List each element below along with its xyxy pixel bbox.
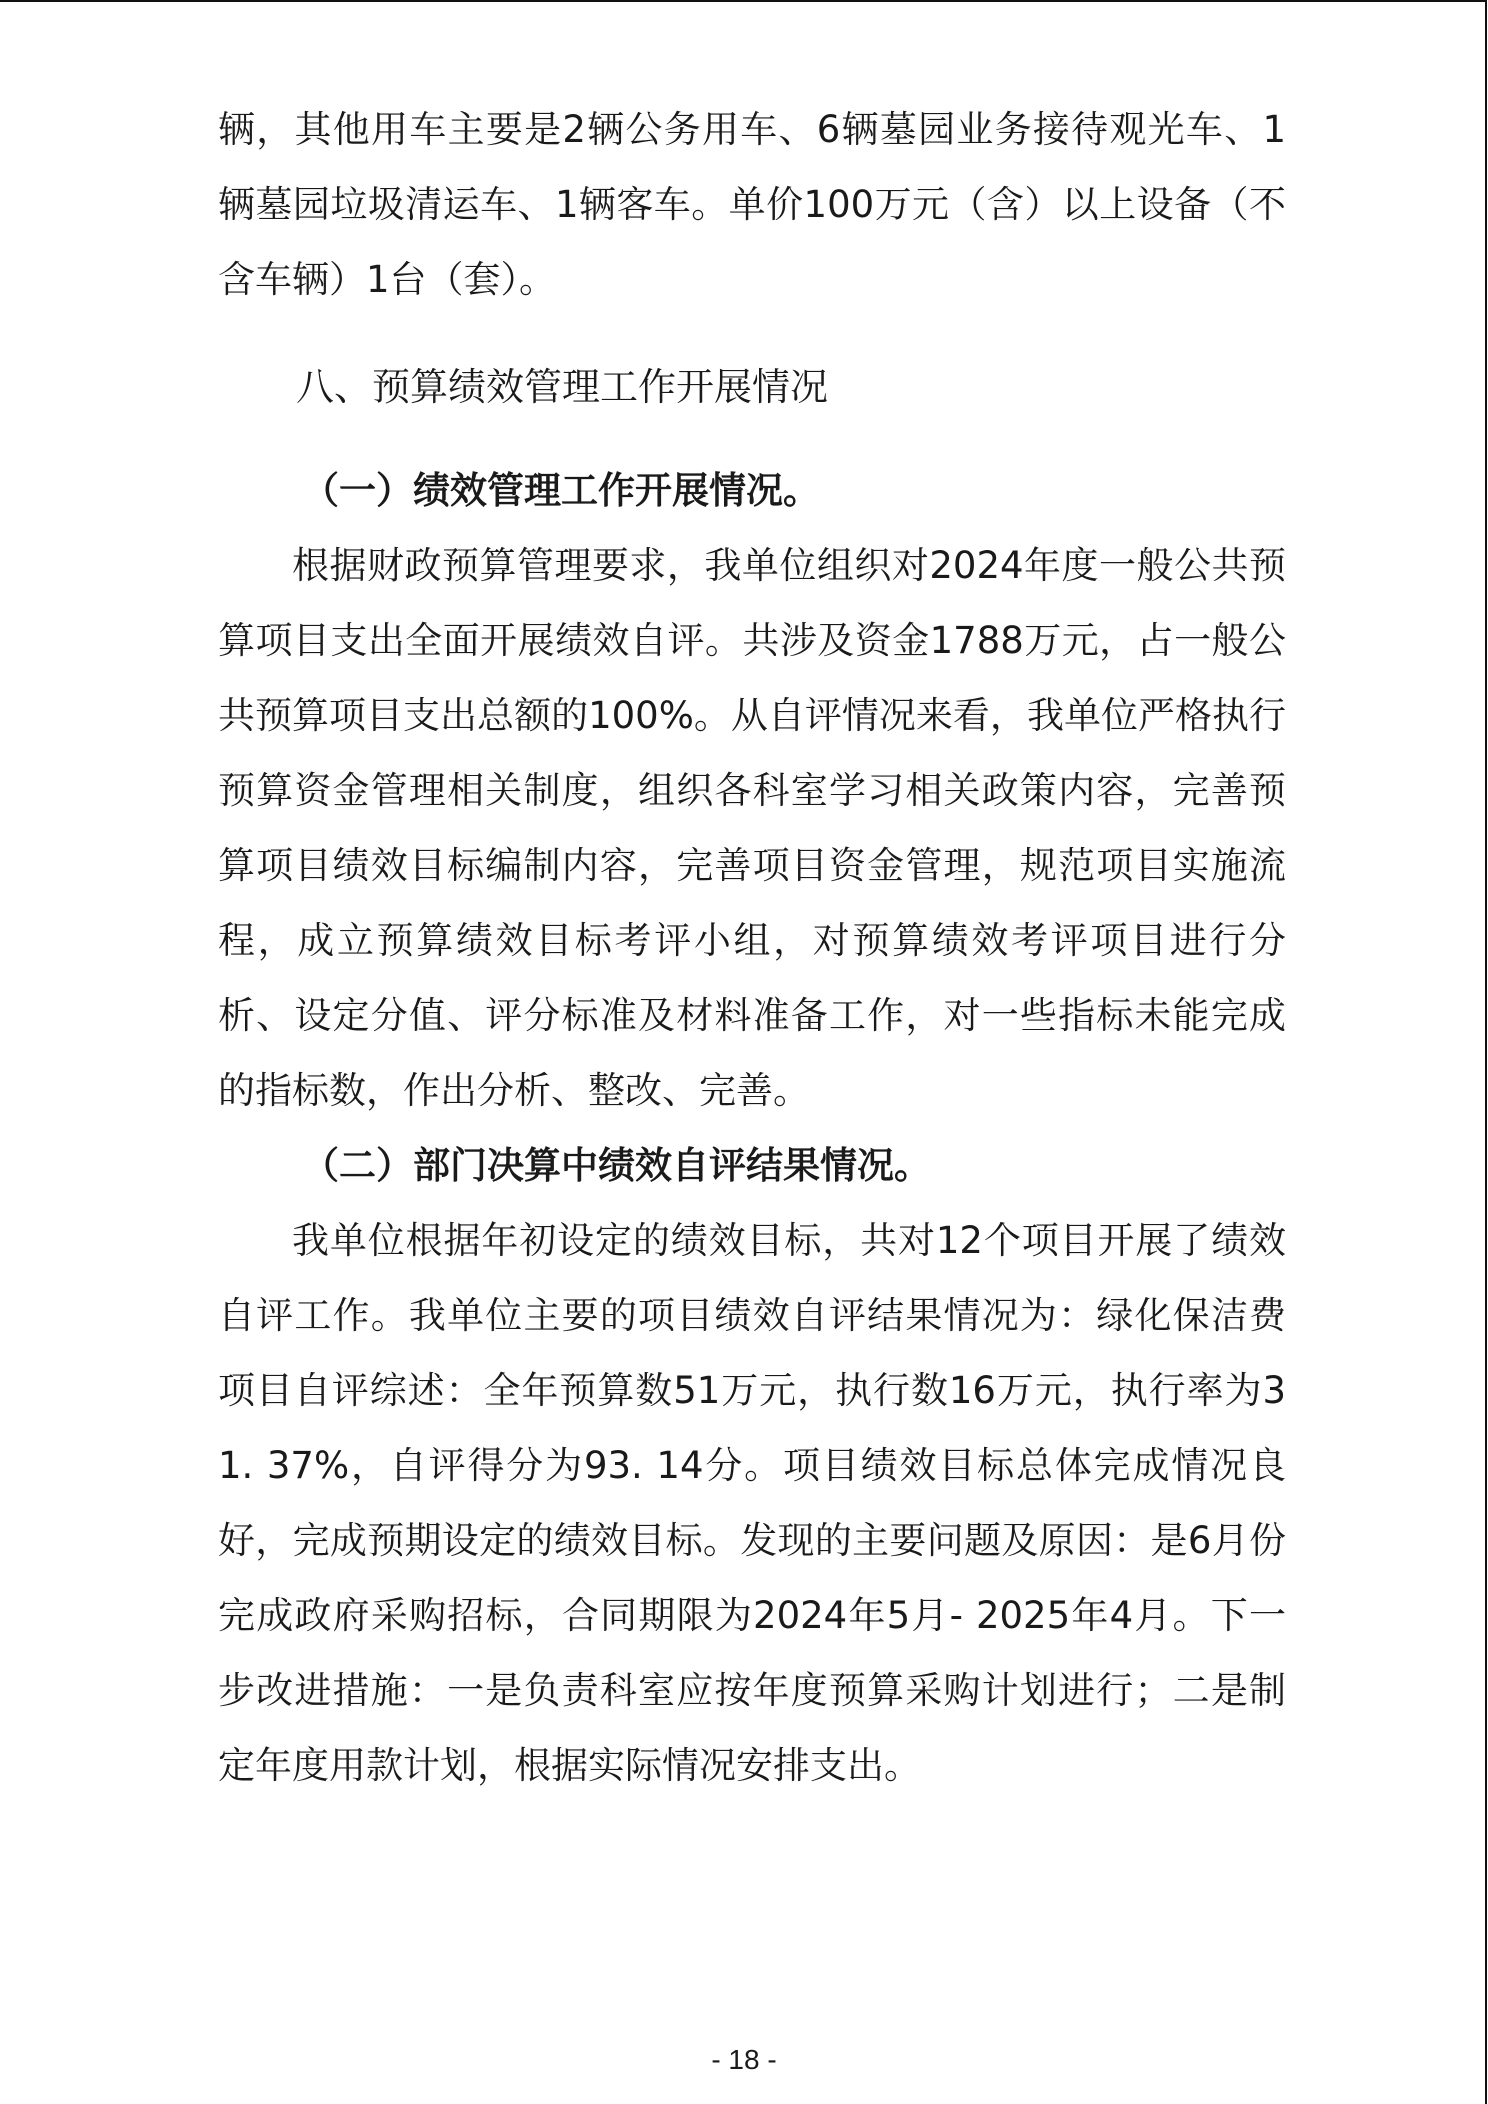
page-number: - 18 - xyxy=(711,2044,777,2075)
subsection-2-heading: （二）部门决算中绩效自评结果情况。 xyxy=(302,1144,931,1187)
subsection-1-body: 根据财政预算管理要求，我单位组织对2024年度一般公共预算项目支出全面开展绩效自评。共涉及资金1788万元，占一般公共预算项目支出总额的100%。从自评情况来看，我单位严格执行预算资金管理相关制度，组织各科室学习相关政策内容，完善预算项目绩效目标编制内容，完善项目资金管理，规范项目实施流程，成立预算绩效目标考评小组，对预算绩效考评项目进行分析、设定分值、评分标准及材料准备工作，对一些指标未能完成的指标数，作出分析、整改、完善。 xyxy=(218,544,1286,1112)
intro-paragraph: 辆，其他用车主要是2辆公务用车、6辆墓园业务接待观光车、1辆墓园垃圾清运车、1辆客车。单价100万元（含）以上设备（不含车辆）1台（套）。 xyxy=(218,108,1286,301)
document-body xyxy=(218,92,1286,1803)
subsection-1-heading: （一）绩效管理工作开展情况。 xyxy=(302,469,820,512)
section-heading: 八、预算绩效管理工作开展情况 xyxy=(296,365,829,409)
subsection-2-body: 我单位根据年初设定的绩效目标，共对12个项目开展了绩效自评工作。我单位主要的项目绩效自评结果情况为：绿化保洁费项目自评综述：全年预算数51万元，执行数16万元，执行率为31. 37%，自评得分为93. 14分。项目绩效目标总体完成情况良好，完成预期设定的绩效目标。发现的主要问题及原因：是6月份完成政府采购招标，合同期限为2024年5月- 2025年4月。下一步改进措施：一是负责科室应按年度预算采购计划进行；二是制定年度用款计划，根据实际情况安排支出。 xyxy=(218,1219,1286,1787)
